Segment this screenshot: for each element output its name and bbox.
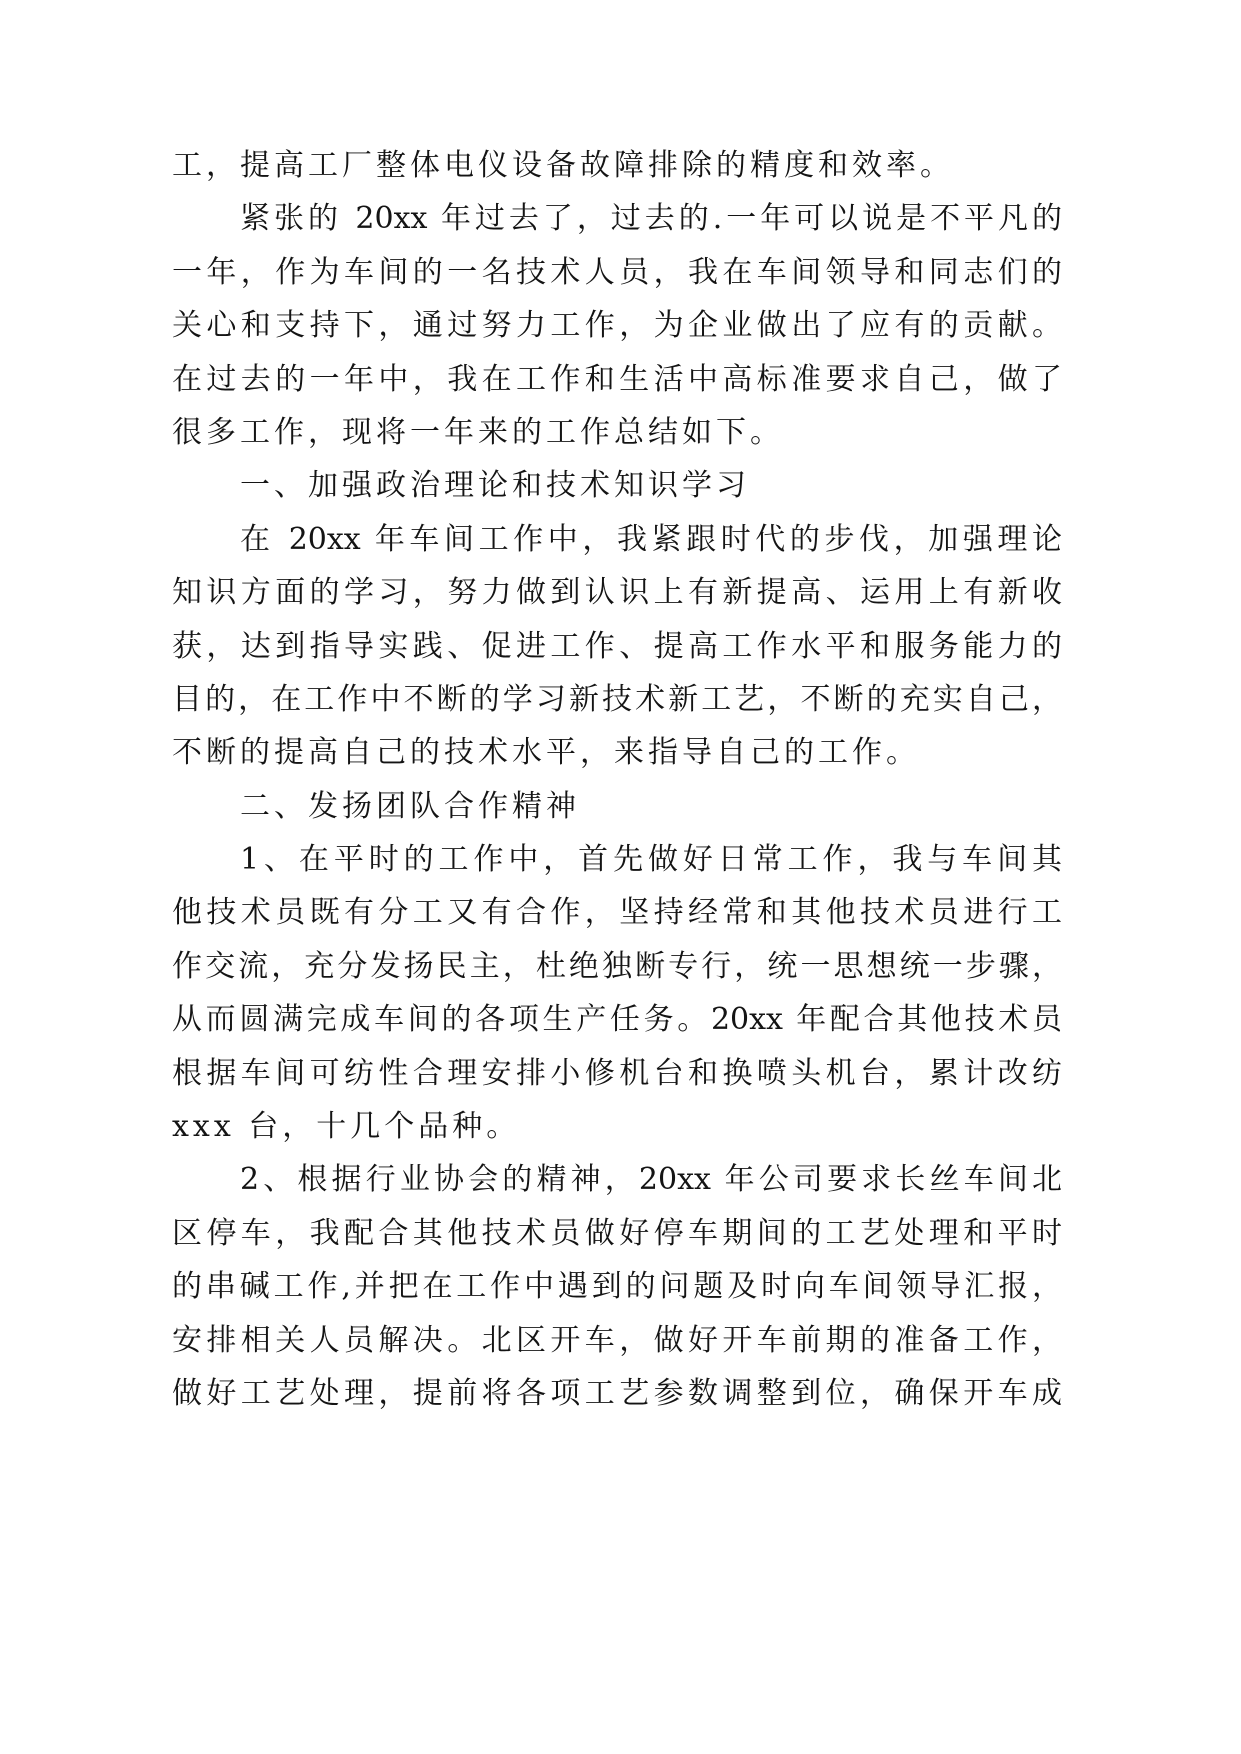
paragraph-line: 从而圆满完成车间的各项生产任务。20xx 年配合其他技术员 — [172, 1002, 1062, 1038]
paragraph-line: 工，提高工厂整体电仪设备故障排除的精度和效率。 — [172, 148, 954, 183]
section-heading: 一、加强政治理论和技术知识学习 — [240, 468, 750, 504]
paragraph-line: 在 20xx 年车间工作中，我紧跟时代的步伐，加强理论 — [240, 521, 1062, 557]
paragraph-line: 2、根据行业协会的精神，20xx 年公司要求长丝车间北 — [240, 1162, 1062, 1198]
paragraph-line: 根据车间可纺性合理安排小修机台和换喷头机台，累计改纺 — [172, 1055, 1062, 1091]
paragraph-line: 一年，作为车间的一名技术人员，我在车间领导和同志们的 — [172, 254, 1062, 290]
paragraph-line: 关心和支持下，通过努力工作，为企业做出了应有的贡献。 — [172, 308, 1062, 344]
paragraph-line: 在过去的一年中，我在工作和生活中高标准要求自己，做了 — [172, 361, 1062, 397]
paragraph-line: 很多工作，现将一年来的工作总结如下。 — [172, 414, 784, 450]
paragraph-line: 做好工艺处理，提前将各项工艺参数调整到位，确保开车成 — [172, 1375, 1062, 1411]
paragraph-line: 获，达到指导实践、促进工作、提高工作水平和服务能力的 — [172, 628, 1062, 664]
section-2 — [172, 780, 1062, 1421]
section-heading: 二、发扬团队合作精神 — [240, 788, 580, 824]
paragraph-line: 紧张的 20xx 年过去了，过去的.一年可以说是不平凡的 — [240, 201, 1062, 237]
section-1 — [172, 459, 1062, 779]
paragraph-line: 区停车，我配合其他技术员做好停车期间的工艺处理和平时 — [172, 1215, 1062, 1251]
paragraph-line: 目的，在工作中不断的学习新技术新工艺，不断的充实自己， — [172, 681, 1062, 717]
document-body — [172, 139, 1062, 1420]
paragraph-line: xxx 台，十几个品种。 — [172, 1109, 521, 1145]
intro-paragraph — [172, 192, 1062, 459]
paragraph — [172, 1153, 1062, 1420]
paragraph-line: 作交流，充分发扬民主，杜绝独断专行，统一思想统一步骤， — [172, 948, 1062, 984]
paragraph-line: 知识方面的学习，努力做到认识上有新提高、运用上有新收 — [172, 575, 1062, 611]
paragraph — [172, 513, 1062, 780]
paragraph-line: 安排相关人员解决。北区开车，做好开车前期的准备工作， — [172, 1322, 1062, 1358]
paragraph-line: 的串碱工作,并把在工作中遇到的问题及时向车间领导汇报， — [172, 1269, 1062, 1305]
paragraph-line: 不断的提高自己的技术水平，来指导自己的工作。 — [172, 735, 920, 771]
paragraph — [172, 833, 1062, 1153]
continued-paragraph — [172, 139, 1062, 192]
paragraph-line: 1、在平时的工作中，首先做好日常工作，我与车间其 — [240, 842, 1062, 878]
paragraph-line: 他技术员既有分工又有合作，坚持经常和其他技术员进行工 — [172, 895, 1062, 931]
